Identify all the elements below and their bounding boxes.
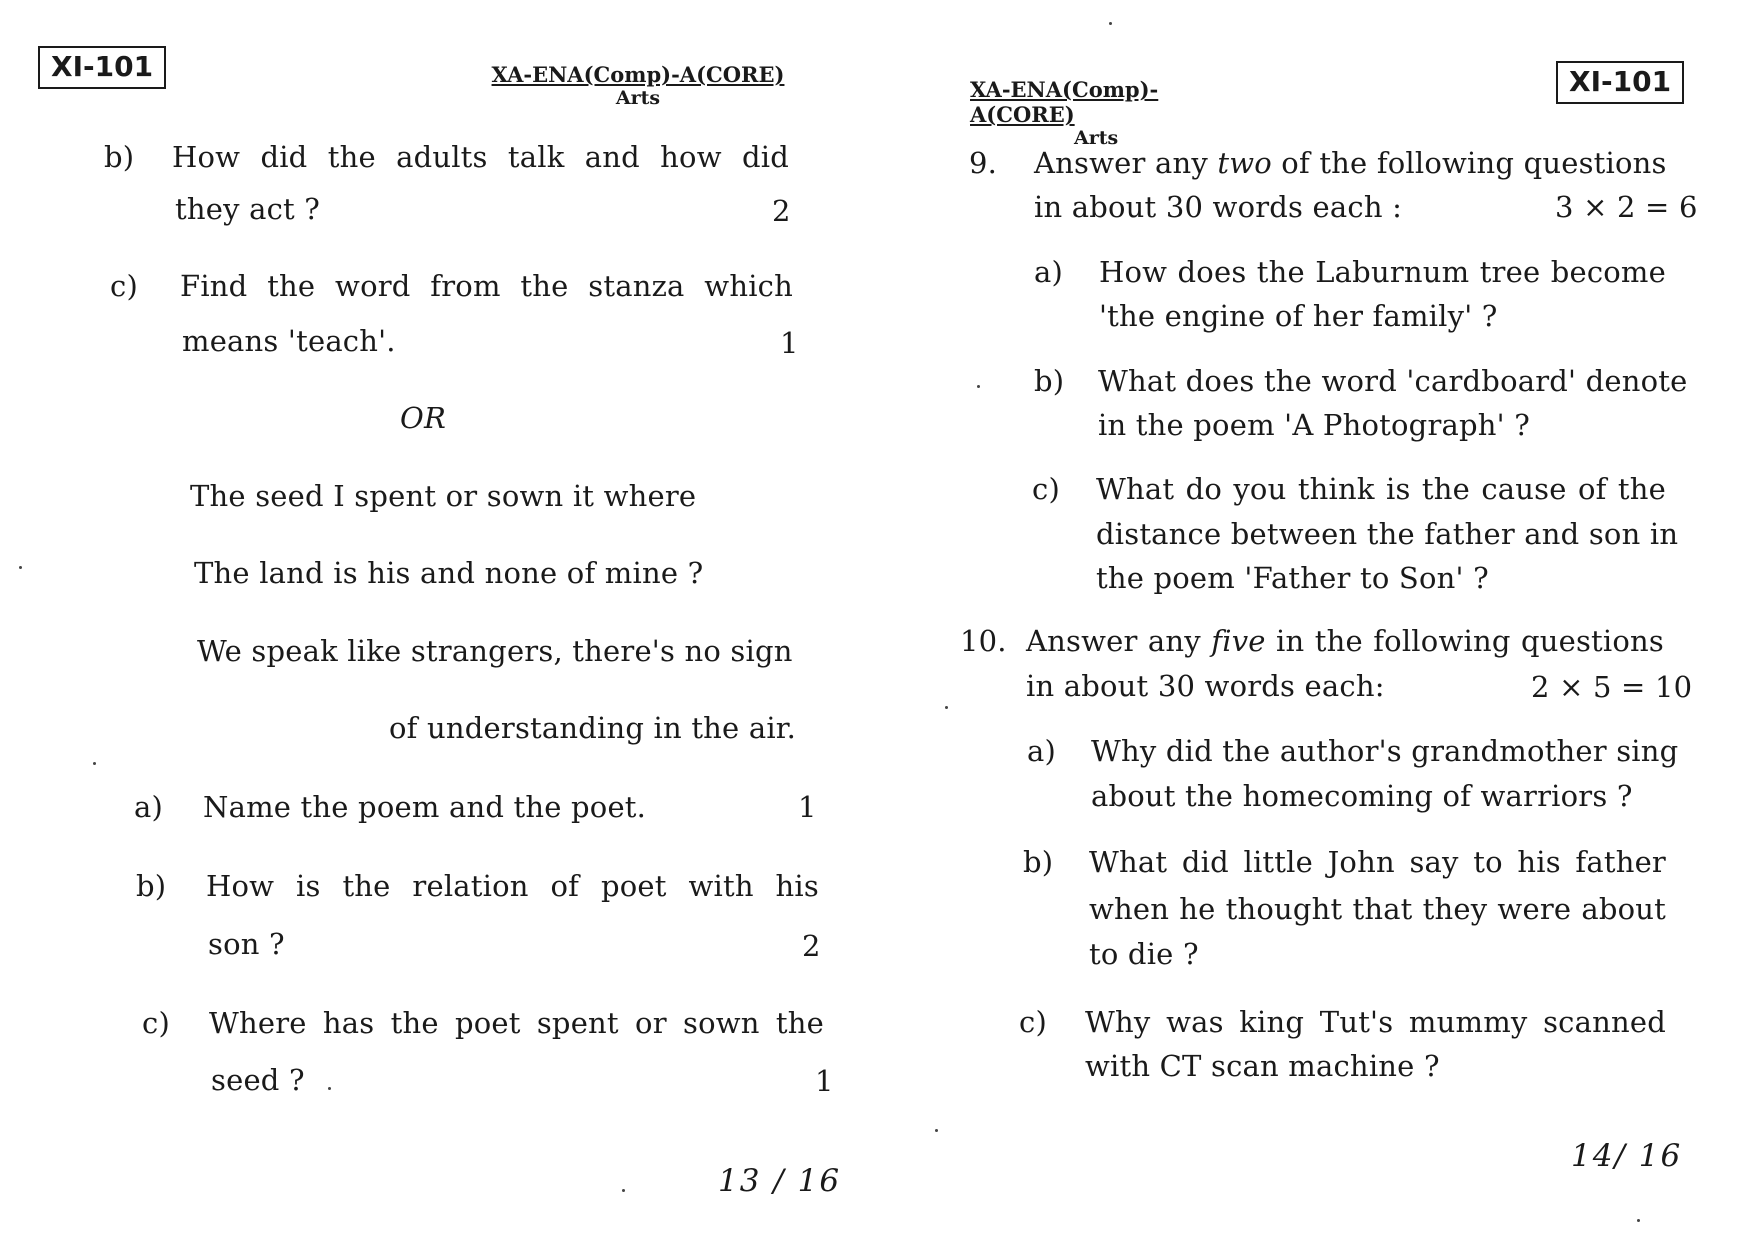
sub-question-text: What do you think is the cause of the — [1096, 472, 1666, 506]
sub-question-text: when he thought that they were about — [1089, 892, 1666, 926]
sub-question-label: c) — [1019, 1005, 1047, 1039]
question-text: How did the adults talk and how did — [172, 140, 789, 174]
sub-question-text: in the poem 'A Photograph' ? — [1098, 408, 1530, 442]
sub-question-text: 'the engine of her family' ? — [1099, 299, 1498, 333]
question-marks: 1 — [815, 1064, 834, 1098]
stanza-line: We speak like strangers, there's no sign — [197, 634, 793, 668]
question-text: Name the poem and the poet. — [203, 790, 647, 824]
question-marks: 2 × 5 = 10 — [1531, 670, 1693, 704]
scan-speck — [935, 1129, 938, 1132]
question-text: in about 30 words each : — [1034, 190, 1403, 224]
scan-speck — [1109, 22, 1112, 25]
sub-question-text: What does the word 'cardboard' denote — [1098, 364, 1688, 398]
question-text: in about 30 words each: — [1026, 669, 1385, 703]
question-marks: 1 — [780, 326, 799, 360]
question-text: Where has the poet spent or sown the — [209, 1006, 824, 1040]
paper-code-box: XI-101 — [1556, 61, 1684, 104]
question-text: seed ? — [211, 1063, 305, 1097]
sub-question-text: What did little John say to his father — [1089, 845, 1666, 879]
or-divider: OR — [400, 401, 447, 435]
header-stream: Arts — [615, 87, 661, 109]
page-number: 13 / 16 — [718, 1163, 842, 1199]
sub-question-text: to die ? — [1089, 937, 1199, 971]
question-label: c) — [110, 269, 138, 303]
paper-code-box: XI-101 — [38, 46, 166, 89]
question-number: 9. — [969, 146, 998, 180]
sub-question-text: distance between the father and son in — [1096, 517, 1679, 551]
sub-question-label: a) — [1034, 255, 1064, 289]
scan-speck — [977, 385, 980, 388]
sub-question-label: b) — [1034, 364, 1065, 398]
question-label: b) — [104, 140, 135, 174]
question-text: they act ? — [175, 192, 321, 226]
question-marks: 3 × 2 = 6 — [1555, 190, 1698, 224]
question-text: son ? — [208, 927, 285, 961]
question-marks: 2 — [772, 194, 791, 228]
sub-question-label: b) — [1023, 845, 1054, 879]
question-text: means 'teach'. — [182, 324, 396, 358]
question-text: Answer any five in the following questions — [1026, 624, 1664, 658]
question-number: 10. — [960, 624, 1007, 658]
paper-header — [478, 62, 798, 109]
paper-header — [970, 77, 1256, 149]
question-marks: 1 — [798, 790, 817, 824]
header-stream: Arts — [1074, 127, 1119, 149]
stanza-line: The seed I spent or sown it where — [190, 479, 697, 513]
sub-question-text: How does the Laburnum tree become — [1099, 255, 1666, 289]
question-marks: 2 — [802, 929, 821, 963]
header-subject-code: XA-ENA(Comp)-A(CORE) — [970, 77, 1159, 127]
question-text: Answer any two of the following questions — [1034, 146, 1667, 180]
sub-question-text: Why did the author's grandmother sing — [1091, 734, 1679, 768]
sub-question-text: with CT scan machine ? — [1085, 1049, 1440, 1083]
stanza-line: of understanding in the air. — [389, 711, 797, 745]
question-label: a) — [134, 790, 164, 824]
scan-speck — [19, 566, 22, 569]
page-number: 14/ 16 — [1571, 1138, 1683, 1174]
sub-question-text: Why was king Tut's mummy scanned — [1085, 1005, 1666, 1039]
sub-question-label: a) — [1027, 734, 1057, 768]
question-label: b) — [136, 869, 167, 903]
scan-speck — [93, 762, 96, 765]
question-text: Find the word from the stanza which — [180, 269, 793, 303]
header-subject-code: XA-ENA(Comp)-A(CORE) — [491, 62, 785, 87]
scan-speck — [945, 706, 948, 709]
scan-speck — [622, 1189, 625, 1192]
sub-question-text: the poem 'Father to Son' ? — [1096, 561, 1489, 595]
question-text: How is the relation of poet with his — [206, 869, 819, 903]
stanza-line: The land is his and none of mine ? — [194, 556, 704, 590]
sub-question-label: c) — [1032, 472, 1060, 506]
scan-speck — [1637, 1219, 1640, 1222]
scan-speck — [328, 1087, 331, 1090]
sub-question-text: about the homecoming of warriors ? — [1091, 779, 1633, 813]
question-label: c) — [142, 1006, 170, 1040]
right-page — [877, 0, 1754, 1241]
